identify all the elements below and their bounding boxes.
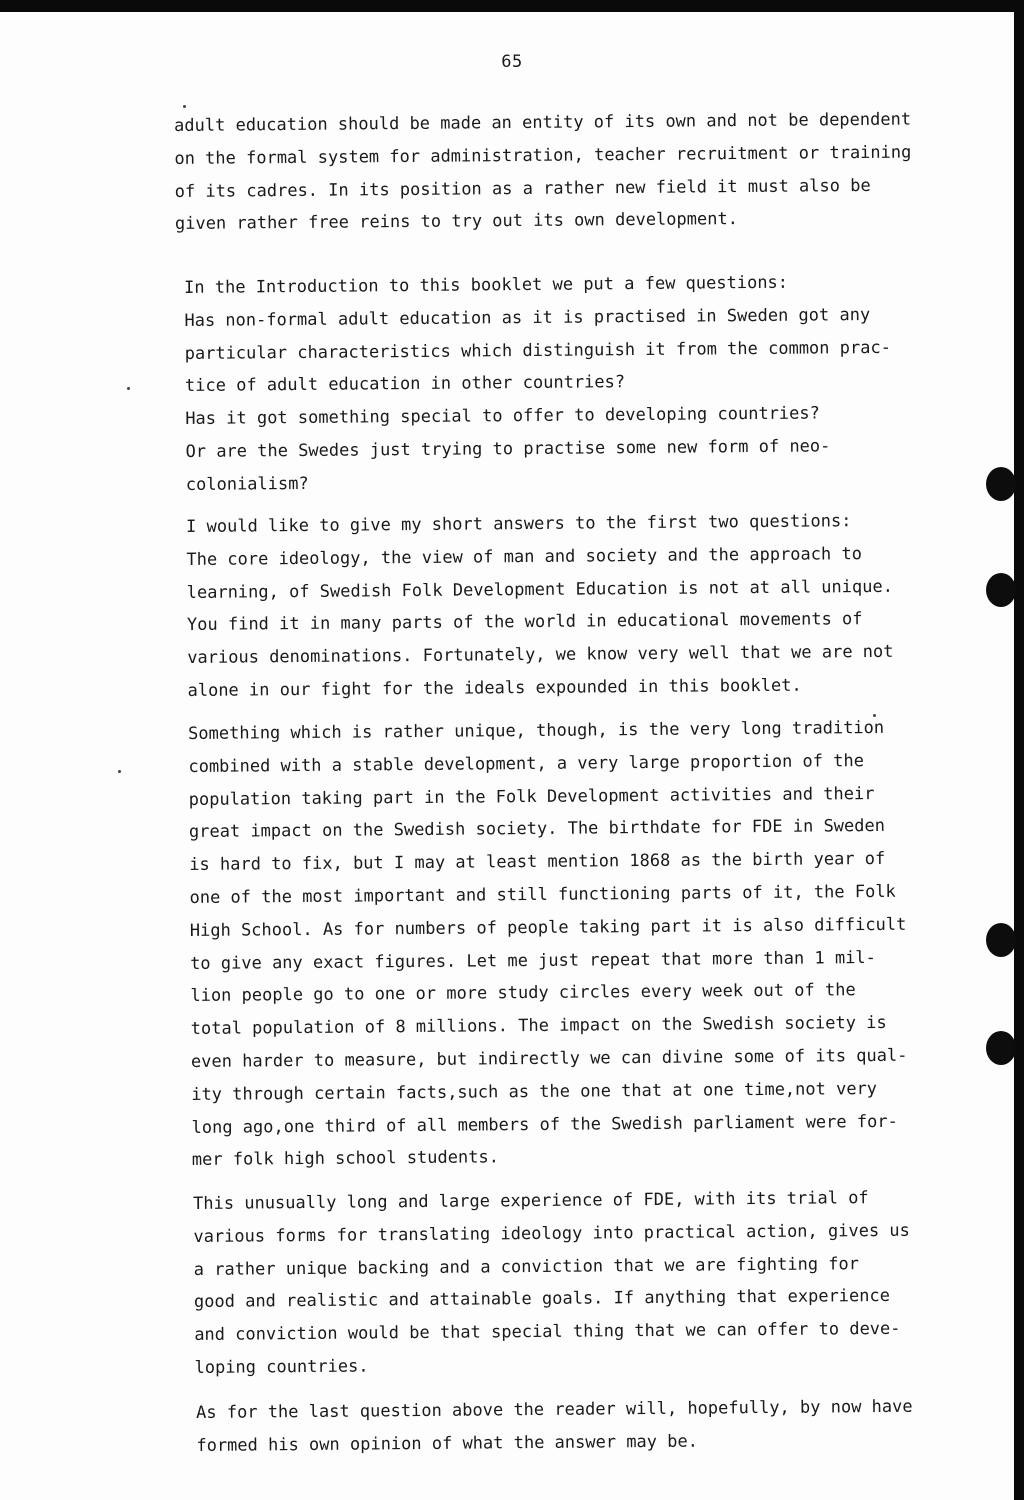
text-line: great impact on the Swedish society. The birthdate for FDE in Sweden xyxy=(188,816,886,843)
text-line: I would like to give my short answers to the first two questions: xyxy=(186,511,852,537)
text-line: lion people go to one or more study circles every week out of the xyxy=(190,980,856,1007)
text-line: High School. As for numbers of people taking part it is also difficult xyxy=(189,914,907,941)
page-number: 65 xyxy=(501,52,523,72)
binder-hole xyxy=(986,1031,1016,1065)
text-line: combined with a stable development, a very large proportion of the xyxy=(188,750,865,777)
text-line: loping countries. xyxy=(194,1356,369,1378)
binder-hole xyxy=(986,923,1016,957)
text-line: alone in our fight for the ideals expounded in this booklet. xyxy=(187,675,802,701)
text-line: mer folk high school students. xyxy=(191,1147,499,1171)
text-line: various denominations. Fortunately, we know very well that we are not xyxy=(187,642,894,669)
text-line: adult education should be made an entity of its own and not be dependent xyxy=(174,109,912,136)
text-line: a rather unique backing and a conviction that we are fighting for xyxy=(193,1253,860,1280)
text-line: Has it got something special to offer to developing countries? xyxy=(185,403,820,430)
binder-hole xyxy=(986,573,1016,607)
text-line: is hard to fix, but I may at least mention 1868 as the birth year of xyxy=(189,849,886,876)
text-line: particular characteristics which distinguish it from the common prac- xyxy=(184,337,891,364)
scan-top-border xyxy=(0,0,1024,12)
binder-hole xyxy=(986,467,1016,501)
text-line: colonialism? xyxy=(185,473,309,495)
text-line: on the formal system for administration, teacher recruitment or training xyxy=(174,142,912,169)
text-line: Something which is rather unique, though, is the very long tradition xyxy=(188,717,885,744)
scan-right-border xyxy=(1014,0,1024,1500)
text-line: one of the most important and still functioning parts of it, the Folk xyxy=(189,881,896,908)
paragraph-2 xyxy=(184,265,986,502)
paragraph-3 xyxy=(186,504,988,708)
text-line: The core ideology, the view of man and society and the approach to xyxy=(186,543,863,570)
text-line: to give any exact figures. Let me just repeat that more than 1 mil- xyxy=(190,947,876,974)
text-line: tice of adult education in other countries? xyxy=(184,372,626,397)
scan-speck xyxy=(183,105,186,108)
scan-speck xyxy=(118,770,121,773)
text-line: various forms for translating ideology into practical action, gives us xyxy=(193,1220,910,1247)
scan-speck xyxy=(127,387,130,390)
text-line: of its cadres. In its position as a rather new field it must also be xyxy=(174,175,871,202)
text-line: given rather free reins to try out its own development. xyxy=(174,209,738,235)
paragraph-6 xyxy=(196,1390,997,1463)
scan-speck xyxy=(873,714,876,717)
text-line: You find it in many parts of the world in educational movements of xyxy=(186,609,863,636)
paragraph-5 xyxy=(193,1181,995,1385)
text-line: formed his own opinion of what the answer may be. xyxy=(196,1431,699,1456)
paragraph-1 xyxy=(174,103,975,241)
text-line: good and realistic and attainable goals. If anything that experience xyxy=(193,1286,891,1313)
text-line: even harder to measure, but indirectly we can divine some of its qual- xyxy=(190,1045,908,1072)
text-line: In the Introduction to this booklet we put a few questions: xyxy=(184,272,789,298)
text-line: ity through certain facts,such as the one that at one time,not very xyxy=(191,1078,878,1105)
text-line: As for the last question above the reader will, hopefully, by now have xyxy=(196,1396,913,1423)
text-line: Or are the Swedes just trying to practise some new form of neo- xyxy=(185,436,831,462)
text-line: population taking part in the Folk Development activities and their xyxy=(188,783,875,810)
text-line: and conviction would be that special thing that we can offer to deve- xyxy=(194,1319,901,1346)
text-line: long ago,one third of all members of the Swedish parliament were for- xyxy=(191,1111,898,1138)
text-line: This unusually long and large experience of FDE, with its trial of xyxy=(193,1188,869,1214)
paragraph-4 xyxy=(188,711,992,1177)
text-line: total population of 8 millions. The impact on the Swedish society is xyxy=(190,1013,887,1040)
text-line: learning, of Swedish Folk Development Education is not at all unique. xyxy=(186,576,893,603)
text-line: Has non-formal adult education as it is practised in Sweden got any xyxy=(184,304,871,331)
